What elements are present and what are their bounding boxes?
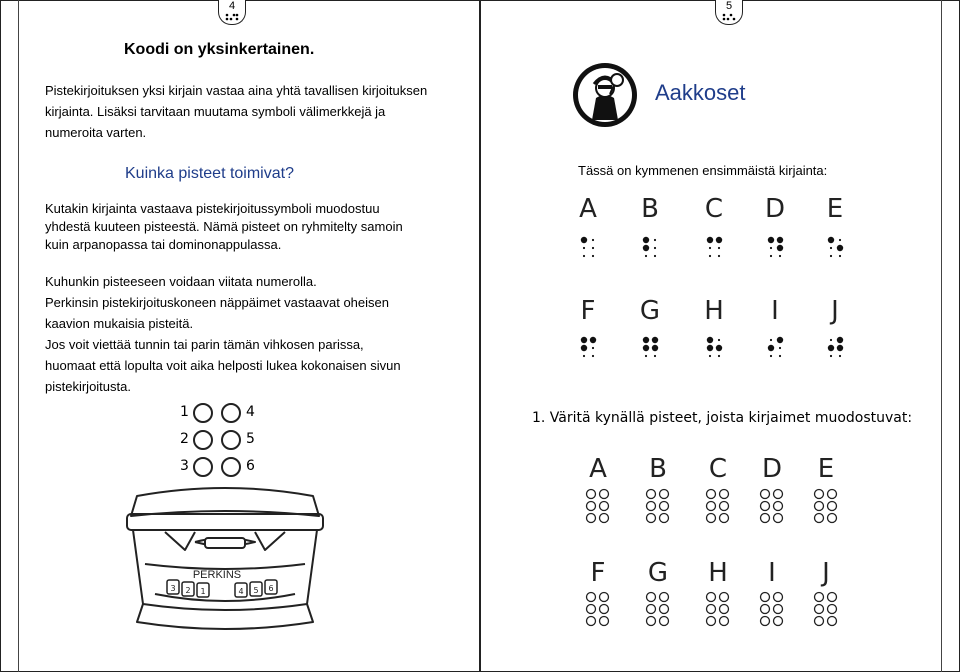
braille-dot-flat <box>654 355 656 357</box>
letter-I: I <box>771 296 779 326</box>
exercise-dot-3 <box>707 514 716 523</box>
braille-number-icon <box>225 13 239 21</box>
braille-dot-flat <box>718 255 720 257</box>
para3-line6: pistekirjoitusta. <box>45 379 131 394</box>
braille-cell-F <box>580 336 598 362</box>
para2-line3: kuin arpanopassa tai dominonappulassa. <box>45 237 282 252</box>
letter-A: A <box>579 194 597 224</box>
braille-cell-J <box>827 336 845 362</box>
exercise-dot-2 <box>707 605 716 614</box>
braille-dot-flat <box>718 355 720 357</box>
exercise-cell-E[interactable] <box>813 488 839 528</box>
braille-dot-flat <box>592 355 594 357</box>
exercise-dot-3 <box>815 514 824 523</box>
page-number-right <box>715 0 743 25</box>
exercise-dot-4 <box>828 490 837 499</box>
braille-dot-raised <box>707 237 713 243</box>
intro-first-ten-letters: Tässä on kymmenen ensimmäistä kirjainta: <box>578 163 828 178</box>
exercise-dot-6 <box>828 617 837 626</box>
braille-dot-flat <box>654 247 656 249</box>
exercise-dot-2 <box>815 502 824 511</box>
braille-cell-B <box>642 236 660 262</box>
dot-label-3: 3 <box>180 458 189 474</box>
braille-dot-flat <box>709 247 711 249</box>
letter-F: F <box>580 296 596 326</box>
exercise-dot-5 <box>660 502 669 511</box>
dot-circles <box>192 400 246 480</box>
braille-dot-flat <box>592 347 594 349</box>
exercise-dot-1 <box>587 490 596 499</box>
heading-how-dots-work: Kuinka pisteet toimivat? <box>125 165 294 182</box>
exercise-dot-3 <box>647 514 656 523</box>
exercise-instruction: 1. Väritä kynällä pisteet, joista kirjaimet muodostuvat: <box>532 410 913 426</box>
exercise-dot-2 <box>815 605 824 614</box>
exercise-letter-J: J <box>822 558 830 588</box>
exercise-dot-3 <box>647 617 656 626</box>
exercise-dot-4 <box>720 593 729 602</box>
exercise-dot-1 <box>815 490 824 499</box>
braille-dot-raised <box>643 237 649 243</box>
braille-dot-flat <box>830 339 832 341</box>
braille-dot-raised <box>581 345 587 351</box>
dot-label-2: 2 <box>180 431 189 447</box>
right-margin-line <box>941 0 942 672</box>
page-number-left <box>218 0 246 25</box>
braille-dot-raised <box>707 337 713 343</box>
braille-cell-C <box>706 236 724 262</box>
exercise-letter-I: I <box>768 558 776 588</box>
exercise-dot-5 <box>828 502 837 511</box>
exercise-dot-6 <box>720 617 729 626</box>
letter-J: J <box>831 296 839 326</box>
braille-dot-raised <box>777 337 783 343</box>
braille-dot-flat <box>779 255 781 257</box>
braille-dot-flat <box>718 339 720 341</box>
girl-with-magnifier-icon <box>572 62 638 128</box>
braille-number-icon <box>722 13 736 21</box>
key-label-6: 6 <box>268 584 274 593</box>
braille-cell-D <box>767 236 785 262</box>
exercise-letter-B: B <box>649 454 667 484</box>
exercise-dot-6 <box>774 514 783 523</box>
perkins-label: PERKINS <box>192 569 242 581</box>
exercise-cell-I[interactable] <box>759 591 785 631</box>
exercise-dot-2 <box>587 502 596 511</box>
exercise-dot-1 <box>647 490 656 499</box>
perkins-brailler-illustration <box>125 484 325 644</box>
braille-dot-flat <box>645 255 647 257</box>
braille-dot-flat <box>839 355 841 357</box>
braille-dot-raised <box>652 337 658 343</box>
exercise-dot-5 <box>600 605 609 614</box>
dot-label-1: 1 <box>180 404 189 420</box>
braille-dot-raised <box>768 345 774 351</box>
exercise-dot-2 <box>587 605 596 614</box>
letter-C: C <box>704 194 724 224</box>
braille-dot-raised <box>652 345 658 351</box>
braille-dot-flat <box>592 255 594 257</box>
letter-E: E <box>826 194 844 224</box>
para1-line3: numeroita varten. <box>45 125 147 140</box>
center-fold <box>479 0 481 672</box>
braille-dot-raised <box>716 345 722 351</box>
exercise-dot-5 <box>720 605 729 614</box>
braille-dot-raised <box>837 337 843 343</box>
exercise-dot-3 <box>761 617 770 626</box>
exercise-dot-6 <box>660 514 669 523</box>
braille-dot-flat <box>709 355 711 357</box>
exercise-dot-5 <box>660 605 669 614</box>
exercise-dot-2 <box>761 605 770 614</box>
exercise-dot-4 <box>600 593 609 602</box>
exercise-letter-H: H <box>708 558 728 588</box>
braille-dot-flat <box>583 355 585 357</box>
braille-dot-flat <box>592 247 594 249</box>
key-label-3: 3 <box>170 584 176 593</box>
braille-cell-G <box>642 336 660 362</box>
exercise-dot-6 <box>774 617 783 626</box>
braille-dot-flat <box>654 239 656 241</box>
braille-dot-raised <box>581 237 587 243</box>
exercise-dot-4 <box>774 593 783 602</box>
exercise-dot-2 <box>707 502 716 511</box>
exercise-dot-2 <box>761 502 770 511</box>
para1-line1: Pistekirjoituksen yksi kirjain vastaa aina yhtä tavallisen kirjoituksen <box>45 83 428 98</box>
letter-H: H <box>704 296 724 326</box>
letter-G: G <box>639 296 661 326</box>
braille-cell-A <box>580 236 598 262</box>
exercise-dot-1 <box>707 490 716 499</box>
key-label-4: 4 <box>238 587 244 596</box>
exercise-dot-3 <box>587 617 596 626</box>
braille-dot-raised <box>581 337 587 343</box>
braille-dot-raised <box>828 345 834 351</box>
braille-dot-flat <box>654 255 656 257</box>
exercise-dot-4 <box>660 593 669 602</box>
exercise-dot-1 <box>761 593 770 602</box>
exercise-letter-A: A <box>589 454 607 484</box>
braille-dot-flat <box>839 255 841 257</box>
braille-dot-raised <box>777 237 783 243</box>
para3-line4: Jos voit viettää tunnin tai parin tämän vihkosen parissa, <box>45 337 364 352</box>
braille-dot-flat <box>779 347 781 349</box>
letter-B: B <box>641 194 659 224</box>
braille-dot-flat <box>592 239 594 241</box>
braille-dot-raised <box>777 245 783 251</box>
braille-dot-flat <box>830 355 832 357</box>
braille-dot-flat <box>839 239 841 241</box>
braille-dot-flat <box>583 247 585 249</box>
dot-label-4: 4 <box>246 404 255 420</box>
braille-dot-flat <box>770 255 772 257</box>
braille-dot-raised <box>837 245 843 251</box>
braille-cell-I <box>767 336 785 362</box>
key-label-2: 2 <box>185 586 191 595</box>
braille-dot-raised <box>707 345 713 351</box>
exercise-letter-F: F <box>590 558 606 588</box>
braille-dot-flat <box>830 247 832 249</box>
exercise-dot-3 <box>761 514 770 523</box>
braille-dot-raised <box>643 337 649 343</box>
exercise-cell-F[interactable] <box>585 591 611 631</box>
page-title-alphabet: Aakkoset <box>655 80 746 105</box>
braille-dot-flat <box>779 355 781 357</box>
braille-dot-raised <box>828 237 834 243</box>
braille-dot-raised <box>768 237 774 243</box>
exercise-dot-4 <box>600 490 609 499</box>
exercise-dot-5 <box>774 605 783 614</box>
para3-line5: huomaat että lopulta voit aika helposti lukea kokonaisen sivun <box>45 358 401 373</box>
page-number-right-text: 5 <box>725 0 733 12</box>
braille-dot-raised <box>643 245 649 251</box>
exercise-dot-4 <box>828 593 837 602</box>
exercise-dot-5 <box>774 502 783 511</box>
braille-dot-flat <box>770 339 772 341</box>
exercise-cell-H[interactable] <box>705 591 731 631</box>
exercise-letter-D: D <box>761 454 783 484</box>
exercise-dot-5 <box>828 605 837 614</box>
exercise-dot-1 <box>761 490 770 499</box>
para2-line2: yhdestä kuuteen pisteestä. Nämä pisteet on ryhmitelty samoin <box>45 219 403 234</box>
para3-line3: kaavion mukaisia pisteitä. <box>45 316 194 331</box>
braille-dot-raised <box>837 345 843 351</box>
exercise-dot-5 <box>720 502 729 511</box>
braille-dot-flat <box>645 355 647 357</box>
exercise-cell-B[interactable] <box>645 488 671 528</box>
key-label-1: 1 <box>200 587 206 596</box>
braille-dot-raised <box>590 337 596 343</box>
exercise-dot-6 <box>720 514 729 523</box>
exercise-dot-3 <box>587 514 596 523</box>
braille-dot-flat <box>583 255 585 257</box>
braille-cell-H <box>706 336 724 362</box>
exercise-letter-C: C <box>708 454 728 484</box>
exercise-cell-A[interactable] <box>585 488 611 528</box>
braille-dot-flat <box>770 355 772 357</box>
exercise-cell-J[interactable] <box>813 591 839 631</box>
exercise-dot-5 <box>600 502 609 511</box>
exercise-dot-6 <box>600 617 609 626</box>
exercise-dot-1 <box>647 593 656 602</box>
para2-line1: Kutakin kirjainta vastaava pistekirjoitussymboli muodostuu <box>45 201 380 216</box>
exercise-dot-1 <box>815 593 824 602</box>
exercise-dot-3 <box>707 617 716 626</box>
exercise-letter-G: G <box>647 558 669 588</box>
dot-label-5: 5 <box>246 431 255 447</box>
braille-dot-raised <box>716 237 722 243</box>
exercise-dot-4 <box>720 490 729 499</box>
exercise-dot-6 <box>828 514 837 523</box>
exercise-dot-6 <box>600 514 609 523</box>
exercise-cell-G[interactable] <box>645 591 671 631</box>
braille-dot-flat <box>718 247 720 249</box>
exercise-dot-3 <box>815 617 824 626</box>
exercise-dot-1 <box>587 593 596 602</box>
exercise-cell-D[interactable] <box>759 488 785 528</box>
braille-dot-raised <box>643 345 649 351</box>
letter-D: D <box>764 194 786 224</box>
exercise-dot-2 <box>647 502 656 511</box>
braille-dot-flat <box>770 247 772 249</box>
para3-line2: Perkinsin pistekirjoituskoneen näppäimet vastaavat oheisen <box>45 295 389 310</box>
exercise-dot-6 <box>660 617 669 626</box>
exercise-dot-4 <box>660 490 669 499</box>
exercise-dot-2 <box>647 605 656 614</box>
dot-label-6: 6 <box>246 458 255 474</box>
left-margin-line <box>18 0 19 672</box>
exercise-cell-C[interactable] <box>705 488 731 528</box>
braille-cell-E <box>827 236 845 262</box>
page-number-left-text: 4 <box>228 0 236 12</box>
exercise-letter-E: E <box>817 454 835 484</box>
key-label-5: 5 <box>253 586 259 595</box>
heading-code-simple: Koodi on yksinkertainen. <box>124 41 315 58</box>
exercise-dot-4 <box>774 490 783 499</box>
braille-dot-flat <box>830 255 832 257</box>
exercise-dot-1 <box>707 593 716 602</box>
para1-line2: kirjainta. Lisäksi tarvitaan muutama symboli välimerkkejä ja <box>45 104 386 119</box>
para3-line1: Kuhunkin pisteeseen voidaan viitata numerolla. <box>45 274 317 289</box>
braille-dot-flat <box>709 255 711 257</box>
